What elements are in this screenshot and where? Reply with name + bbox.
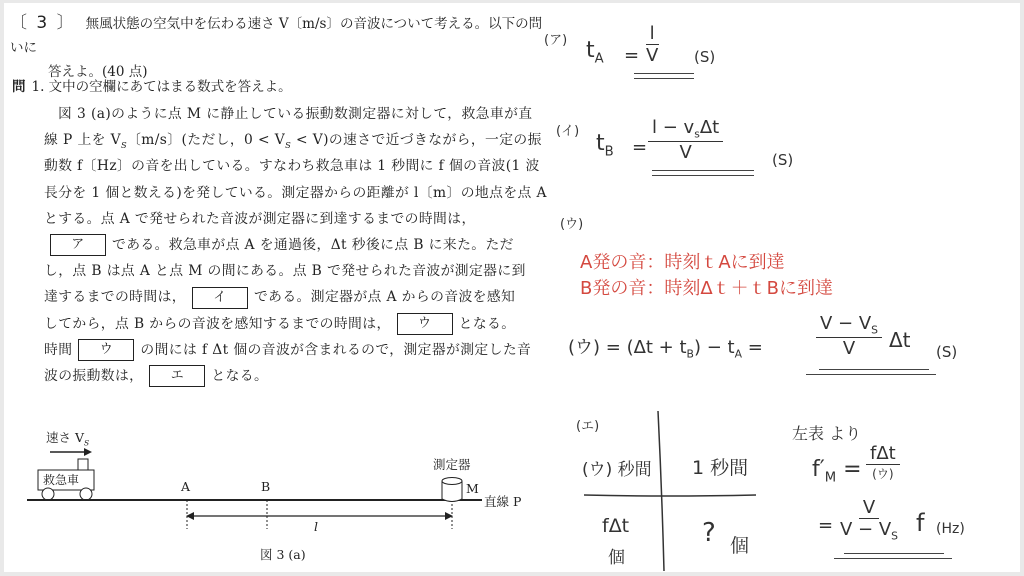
body-line: 図 3 (a)のように点 M に静止している振動数測定器に対して，救急車が直 (58, 106, 533, 122)
red-note-b: B発の音：時刻Δｔ＋ｔBに到達 (580, 278, 834, 299)
answer-i-lhs: $t_B$ (596, 131, 614, 160)
body-line: 波の振動数は， エ となる。 (44, 363, 534, 389)
answer-a-unit: (S) (694, 48, 716, 66)
table-bottom-left-unit: 個 (608, 548, 625, 568)
point-m-label: M (466, 481, 479, 496)
answer-e-label: (エ) (576, 419, 600, 434)
answer-a-label: (ア) (544, 33, 568, 48)
problem-intro: 無風状態の空気中を伝わる速さ V〔m/s〕の音波について考える。以下の問いに (10, 16, 543, 56)
answer-u-tail: Δt (889, 328, 911, 352)
figure-caption: 図 3 (a) (260, 547, 306, 562)
question-1-text: 1. 文中の空欄にあてはまる数式を答えよ。 (31, 79, 292, 95)
body-line: 達するまでの時間は， イ である。測定器が点 A からの音波を感知 (44, 284, 534, 310)
from-table-note: 左表 より (792, 424, 862, 443)
blank-e: エ (149, 365, 205, 387)
meter-label: 測定器 (433, 457, 471, 472)
body-line: ア である。救急車が点 A を通過後，Δt 秒後に点 B に来た。ただ (44, 232, 534, 258)
body-line: とする。点 A で発せられた音波が測定器に到達するまでの時間は， (44, 210, 476, 227)
body-line: し，点 B は点 A と点 M の間にある。点 B で発せられた音波が測定器に到 (44, 263, 526, 280)
answer-i-fraction: $\frac{l - v_s\Delta t}{V}$ (648, 117, 723, 163)
notes-panel: (ア) $t_A$ = $\frac{l}{V}$ (S) (イ) $t_B$ = $\frac{l - v_s\Delta t}{V}$ (S) (ウ) A発の音：時刻ｔAに到達 B発の音：時刻Δｔ＋ｔBに到達 (ウ) = $(\Delta t + t_B) - t_A$ = $\frac{V - V_S}{V}$ Δt (S) (エ) (ウ) 秒間 1 秒間 fΔt 個 ? 個 左表 より $f'_M$ = $\frac{\text{fΔt}}{\text{(ウ)}}$ = $\frac{V}{V - V_S}$ f (Hz) (544, 3, 1020, 572)
body-line: 時間 ウ の間には f Δt 個の音波が含まれるので，測定器が測定した音 (44, 337, 534, 363)
line-p-label: 直線 P (484, 494, 522, 509)
page-frame (4, 3, 1020, 572)
blank-i: イ (192, 287, 248, 309)
answer-u-label: (ウ) (560, 217, 584, 232)
point-b-label: B (261, 479, 271, 494)
answer-u-fraction: $\frac{V - V_S}{V}$ (816, 313, 882, 359)
question-label: 問 (12, 79, 26, 95)
body-line: 長分を 1 個と数える)を発している。測定器からの距離が l〔m〕の地点を点 A (44, 184, 547, 201)
double-underline (652, 170, 754, 171)
answer-a-lhs: $t_A$ (586, 38, 604, 67)
blank-u: ウ (397, 313, 453, 335)
double-underline (806, 374, 936, 375)
table-top-left: (ウ) 秒間 (582, 460, 652, 480)
double-underline (634, 73, 694, 74)
figure-3a (24, 423, 544, 573)
answer-i-unit: (S) (772, 151, 794, 169)
problem-number: 〔 3 〕 (10, 13, 76, 33)
double-underline (634, 78, 694, 79)
answer-u-equation: (ウ) = $(\Delta t + t_B) - t_A$ = (568, 337, 763, 361)
answer-i-label: (イ) (556, 124, 580, 139)
table-top-right: 1 秒間 (692, 457, 749, 479)
distance-label: l (314, 519, 318, 534)
blank-u-2: ウ (78, 339, 134, 361)
question-1-heading (12, 75, 292, 95)
problem-intro-2: 答えよ。(40 点) (48, 64, 148, 80)
table-bottom-left: fΔt (602, 515, 630, 537)
answer-u-unit: (S) (936, 343, 958, 361)
table-bottom-right: 個 (730, 535, 750, 557)
result-unit: (Hz) (936, 521, 965, 537)
ratio-table-lines (544, 403, 804, 573)
result-f: f (916, 509, 925, 537)
red-note-a: A発の音：時刻ｔAに到達 (580, 252, 785, 273)
body-line: してから，点 B からの音波を感知するまでの時間は， ウ となる。 (44, 311, 534, 337)
fm-fraction: $\frac{\text{fΔt}}{\text{(ウ)}}$ (866, 443, 900, 482)
answer-a-fraction: $\frac{l}{V}$ (646, 23, 659, 66)
table-unknown: ? (702, 518, 716, 548)
problem-header (10, 11, 544, 84)
fm-lhs: $f'_M$ = (812, 457, 862, 486)
double-underline (819, 369, 929, 370)
point-a-label: A (181, 479, 191, 494)
speed-label: 速さ $V_S$ (46, 430, 90, 448)
blank-a: ア (50, 234, 106, 256)
double-underline (834, 558, 952, 559)
ambulance-label: 救急車 (43, 473, 80, 487)
problem-panel (4, 3, 547, 572)
body-line: 動数 f〔Hz〕の音を出している。すなわち救急車は 1 秒間に f 個の音波(1 波 (44, 158, 540, 175)
body-line: 線 P 上を $V_S$〔m/s〕(ただし，$0 < V_S < V$)の速さで近づきながら，一定の振 (44, 132, 542, 150)
double-underline (844, 553, 944, 554)
problem-body (44, 101, 547, 389)
result-fraction: $\frac{V}{V - V_S}$ (840, 497, 899, 543)
double-underline (652, 175, 754, 176)
